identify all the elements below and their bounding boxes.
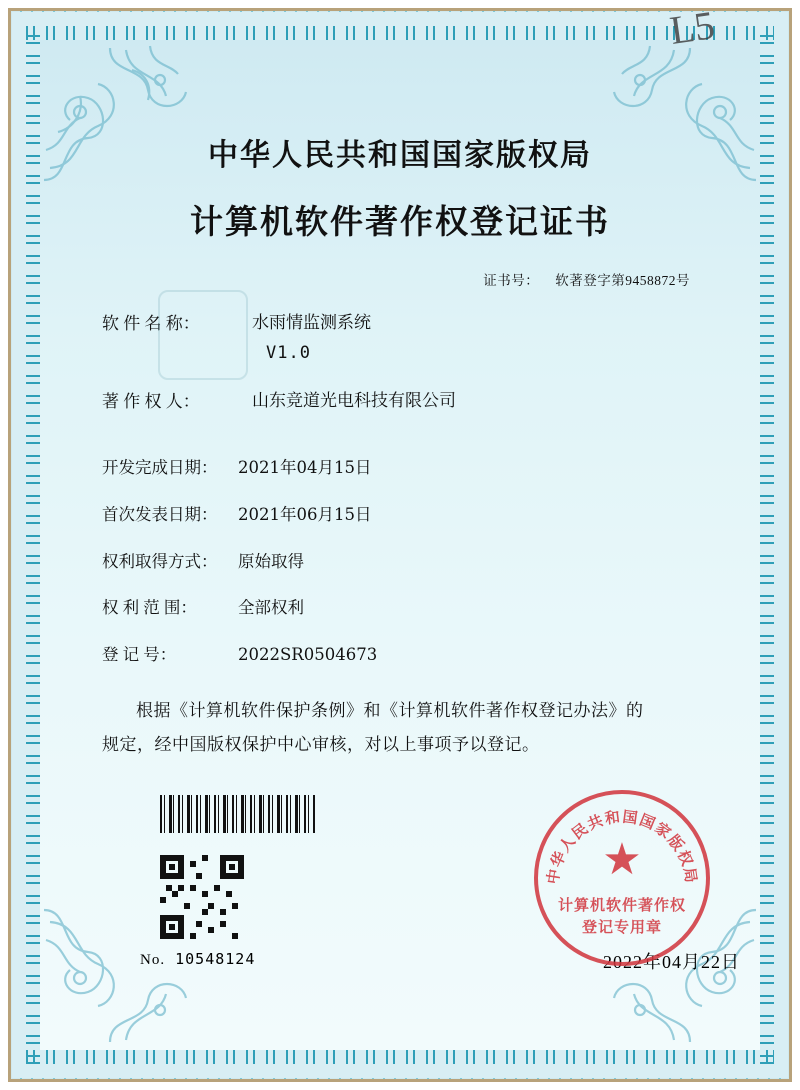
certificate-number	[102, 269, 698, 289]
official-seal	[534, 790, 710, 966]
first-publish-value: 2021年06月15日	[238, 504, 372, 524]
field-registration-no	[102, 643, 698, 668]
rights-method-label: 权利取得方式：	[102, 551, 218, 571]
seal-line-2: 登记专用章	[581, 918, 662, 936]
software-name-label: 软 件 名 称：	[102, 314, 200, 333]
statement-line-1: 根据《计算机软件保护条例》和《计算机软件著作权登记办法》的	[136, 700, 644, 720]
dev-complete-value: 2021年04月15日	[238, 458, 372, 477]
field-first-publish-date	[102, 503, 698, 528]
svg-text:中华人民共和国国家版权局: 中华人民共和国国家版权局	[543, 807, 701, 886]
dev-complete-label: 开发完成日期：	[102, 458, 218, 477]
issuer-title: 中华人民共和国国家版权局	[208, 138, 592, 173]
issue-date: 2022年04月22日	[603, 952, 740, 972]
software-name-value: 水雨情监测系统	[252, 313, 371, 333]
rights-scope-label: 权 利 范 围：	[102, 598, 197, 618]
first-publish-label: 首次发表日期：	[102, 504, 218, 524]
software-version-value: V1.0	[266, 342, 311, 363]
seal-line-1: 计算机软件著作权	[557, 896, 686, 914]
seal-star-icon: ★	[602, 835, 642, 884]
certificate-number-value: 软著登字第9458872号	[555, 273, 690, 288]
statement-paragraph	[102, 694, 698, 762]
copyright-owner-label: 著 作 权 人：	[102, 391, 200, 411]
watermark-shape	[158, 290, 248, 380]
handwritten-mark: L5	[666, 2, 717, 53]
copyright-owner-value: 山东竞道光电科技有限公司	[252, 390, 456, 411]
registration-no-label: 登 记 号：	[102, 645, 177, 664]
field-rights-scope	[102, 596, 698, 621]
field-copyright-owner	[102, 389, 698, 415]
field-dev-complete-date	[102, 456, 698, 481]
rights-scope-value: 全部权利	[238, 598, 304, 618]
barcode	[160, 795, 315, 833]
certificate-number-label: 证书号：	[483, 273, 540, 288]
certificate-title: 计算机软件著作权登记证书	[190, 202, 610, 241]
rights-method-value: 原始取得	[238, 551, 304, 571]
qr-code	[160, 855, 244, 939]
registration-no-value: 2022SR0504673	[238, 645, 378, 664]
serial-value: 10548124	[175, 950, 256, 968]
statement-line-2: 规定，经中国版权保护中心审核，对以上事项予以登记。	[102, 734, 540, 754]
serial-number	[140, 950, 255, 969]
serial-prefix: No.	[140, 952, 166, 968]
field-rights-method	[102, 550, 698, 575]
